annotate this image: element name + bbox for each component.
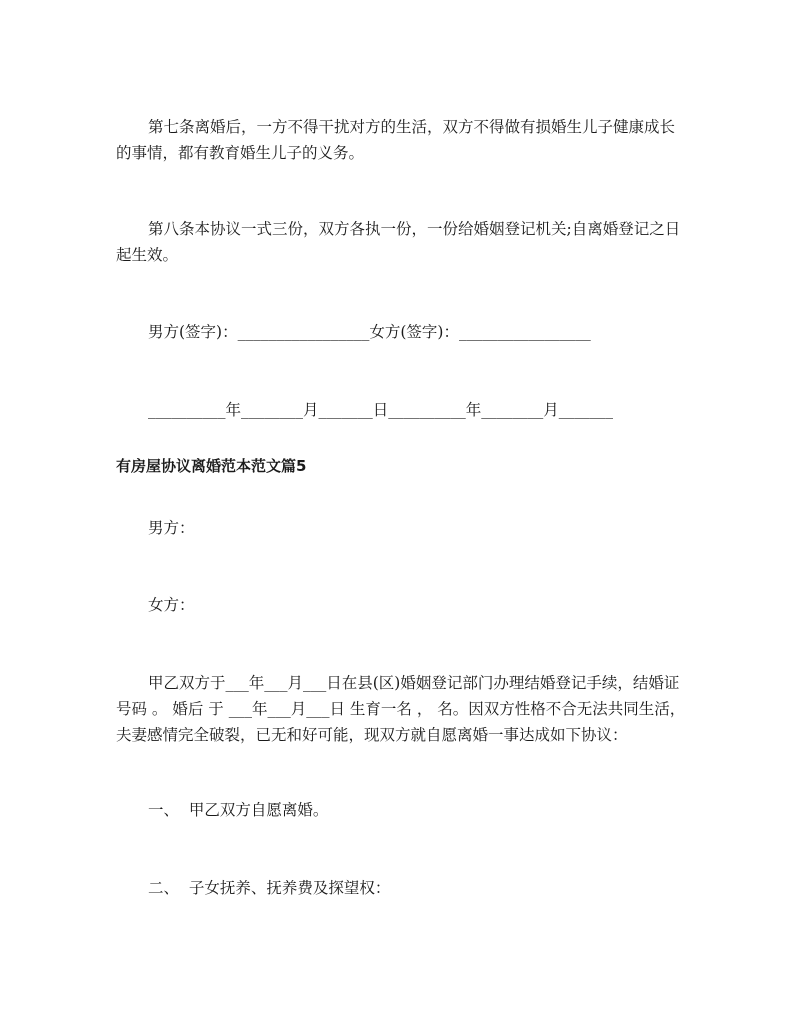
section-title: 有房屋协议离婚范本范文篇5: [116, 457, 307, 475]
female-party-label: 女方：: [148, 596, 195, 614]
male-party-label: 男方：: [148, 519, 195, 537]
signature-line: 男方(签字)：_________________女方(签字)：_________________: [148, 323, 591, 341]
date-line: __________年________月_______日__________年________月_______: [148, 401, 614, 419]
agreement-item-2: 二、 子女抚养、抚养费及探望权：: [148, 879, 391, 897]
agreement-item-1: 一、 甲乙双方自愿离婚。: [148, 801, 329, 819]
intro-paragraph: 甲乙双方于___年___月___日在县(区)婚姻登记部门办理结婚登记手续，结婚证号码 。 婚后 于 ___年___月___日 生育一名 ， 名。因双方性格不合无法共同生活，夫妻感情完全破裂，已无和好可能，现双方就自愿离婚一事达成如下协议：: [116, 674, 686, 744]
article-8-paragraph: 第八条本协议一式三份，双方各执一份，一份给婚姻登记机关;自离婚登记之日起生效。: [116, 220, 681, 264]
article-7-paragraph: 第七条离婚后，一方不得干扰对方的生活，双方不得做有损婚生儿子健康成长的事情，都有教育婚生儿子的义务。: [116, 118, 676, 162]
